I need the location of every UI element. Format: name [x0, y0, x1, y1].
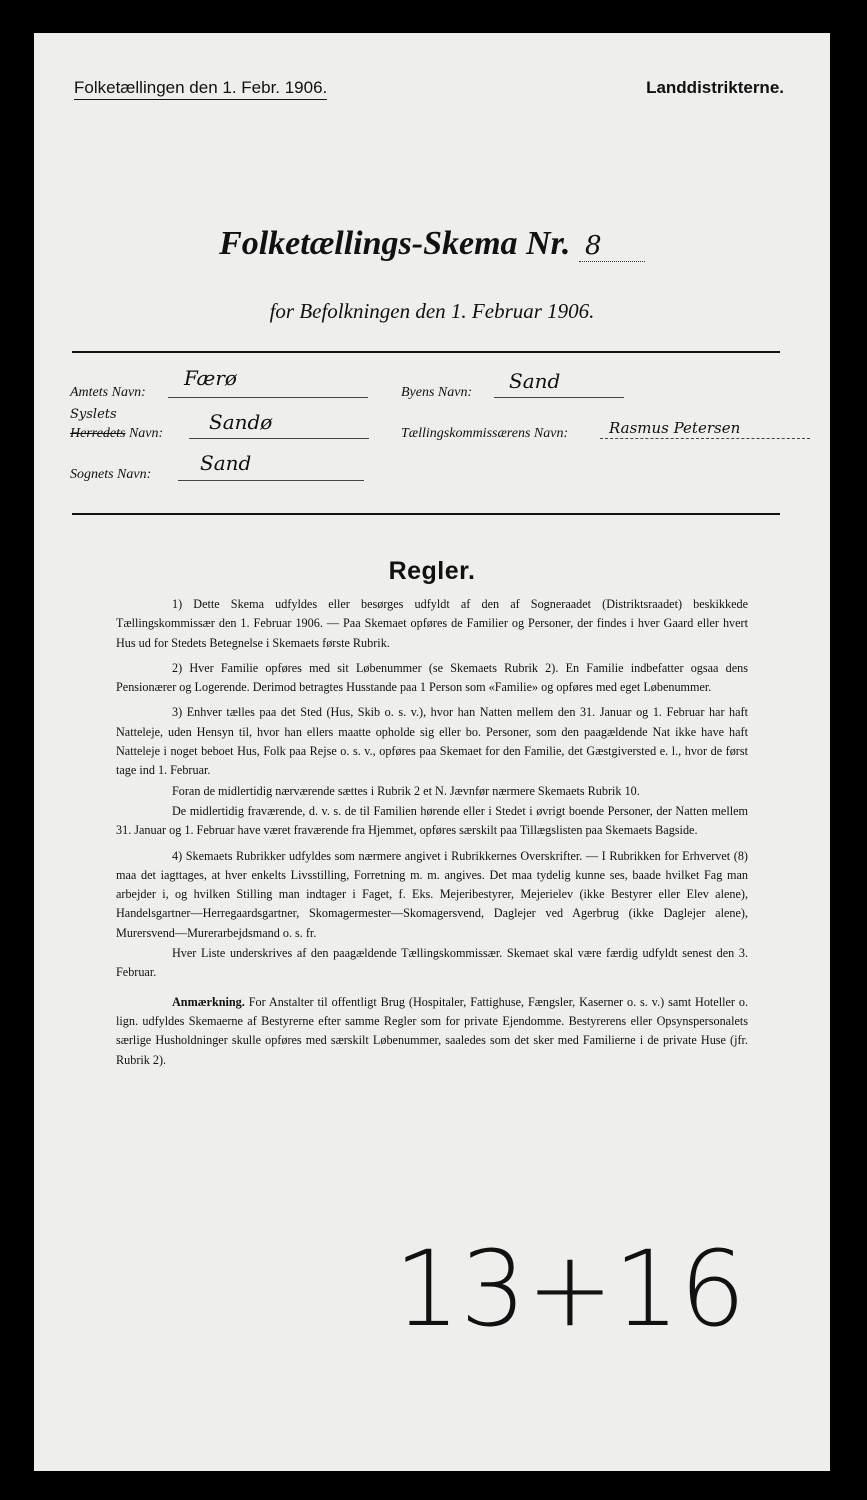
amt-value: Færø	[184, 366, 237, 390]
kommissaer-underline	[600, 438, 810, 439]
census-date-header: Folketællingen den 1. Febr. 1906.	[74, 78, 327, 100]
herred-struck-text: Herredets	[70, 426, 126, 441]
rule-paragraph: 2) Hver Familie opføres med sit Løbenummer (se Skemaets Rubrik 2). En Familie indbefatter ogsaa dens Pensionærer og Logerende. Derimod betragtes Husstande paa 1 Person som «Familie» og opføres med eget Løbenummer.	[116, 660, 748, 695]
herred-label	[70, 426, 163, 442]
byen-value: Sand	[509, 369, 561, 393]
rule-paragraph: De midlertidig fraværende, d. v. s. de til Familien hørende eller i Stedet i øvrigt boende Personer, der Natten mellem 31. Januar og 1. Februar have været fraværende fra Hjemmet, opføres særskilt paa Tillægslisten paa Skemaets Bagside.	[116, 803, 748, 838]
note-paragraph	[116, 993, 748, 1070]
herred-value: Sandø	[209, 410, 273, 434]
form-title-text: Folketællings-Skema Nr.	[219, 225, 571, 262]
rule-paragraph: Foran de midlertidig nærværende sættes i Rubrik 2 et N. Jævnfør nærmere Skemaets Rubrik 10.	[172, 783, 640, 798]
amt-underline	[168, 397, 368, 398]
top-divider	[72, 351, 780, 353]
amt-label: Amtets Navn:	[70, 385, 146, 400]
bottom-divider	[72, 513, 780, 515]
regler-text	[116, 595, 748, 1071]
herred-navn-text: Navn:	[128, 426, 164, 441]
sogn-value: Sand	[200, 451, 252, 475]
note-label: Anmærkning.	[172, 994, 245, 1009]
note-text: For Anstalter til offentligt Brug (Hospitaler, Fattighuse, Fængsler, Kaserner o. s. v.) samt Hoteller o. lign. udfyldes Skemaerne af Bestyrerne efter samme Regler som for private Ejendomme. Bestyrerens eller Opsynspersonalets særlige Husholdninger skulle opføres med særskilt Løbenummer, saaledes som det sker med Familierne i de private Huse (jfr. Rubrik 2).	[116, 994, 749, 1067]
sogn-label: Sognets Navn:	[70, 467, 152, 482]
handwritten-total: 13+16	[394, 1228, 746, 1350]
herred-underline	[189, 438, 369, 439]
rule-paragraph: 1) Dette Skema udfyldes eller besørges udfyldt af den af Sogneraadet (Distriktsraadet) beskikkede Tællingskommissær den 1. Februar 1906. — Paa Skemaet opføres de Familier og Personer, der findes i hver Gaard eller hvert Hus ud for Stedets Betegnelse i Skemaets første Rubrik.	[116, 597, 748, 650]
kommissaer-value: Rasmus Petersen	[609, 419, 741, 437]
kommissaer-label: Tællingskommissærens Navn:	[401, 426, 569, 441]
rule-paragraph: 4) Skemaets Rubrikker udfyldes som nærmere angivet i Rubrikkernes Overskrifter. — I Rubrikken for Erhvervet (8) maa det iagttages, at hver enkelts Livsstilling, Forretning m. m. angives. Det maa tydelig kunne ses, baade hvilket Fag man arbejder i, og hvilken Stilling man indtager i Faget, f. Eks. Mejeribestyrer, Mejerielev (ikke Bestyrer eller Elev alene), Handelsgartner—Herregaardsgartner, Skomagermester—Skomagersvend, Daglejer ved Agerbrug (ikke Daglejer alene), Murersvend—Murerarbejdsmand o. s. fr.	[116, 848, 748, 940]
form-title	[34, 225, 830, 263]
byen-label: Byens Navn:	[401, 385, 473, 400]
district-type-header: Landdistrikterne.	[646, 78, 784, 97]
form-subtitle: for Befolkningen den 1. Februar 1906.	[269, 299, 595, 323]
rule-paragraph: 3) Enhver tælles paa det Sted (Hus, Skib o. s. v.), hvor han Natten mellem den 31. Januar og 1. Februar har haft Natteleje, uden Hensyn til, hvor han ellers maatte opholde sig eller bo. Personer, som den paagældende Nat ikke have haft Natteleje i noget beboet Hus, Folk paa Rejse o. s. v., opføres paa Skemaet for den Familie, det Gæstgiversted e. l., hvor de først tage ind 1. Februar.	[116, 705, 748, 778]
rule-paragraph: Hver Liste underskrives af den paagældende Tællingskommissær. Skemaet skal være færdig udfyldt senest den 3. Februar.	[116, 946, 748, 980]
syssel-correction: Syslets	[70, 407, 117, 422]
regler-title: Regler.	[388, 557, 476, 585]
sogn-underline	[178, 480, 364, 481]
form-number: 8	[579, 231, 645, 262]
byen-underline	[494, 397, 624, 398]
census-form-page	[34, 33, 830, 1471]
